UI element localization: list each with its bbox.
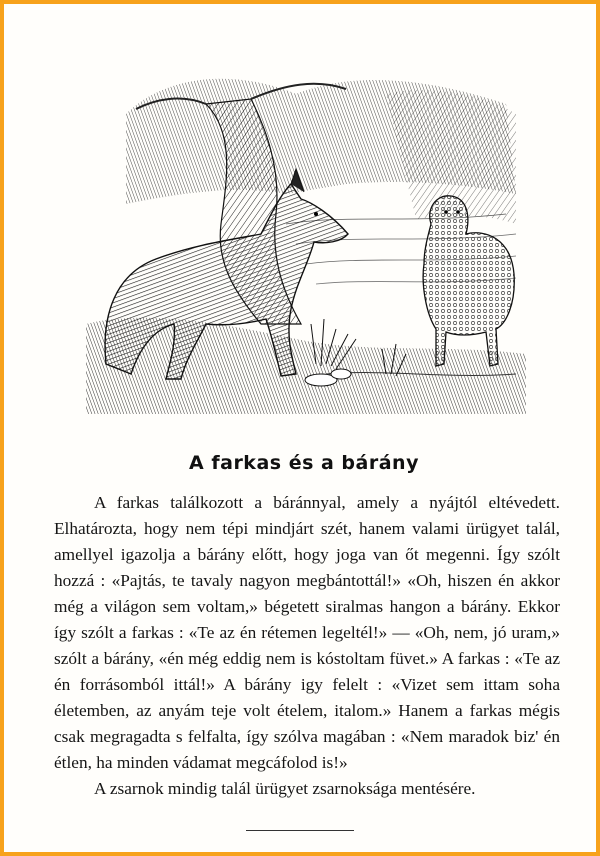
moral-paragraph: A zsarnok mindig talál ürügyet zsarnoksága mentésére. (94, 779, 476, 798)
lamb-figure (423, 196, 514, 366)
story-text (54, 490, 560, 802)
end-divider (246, 830, 354, 831)
story-paragraph: A farkas találkozott a báránnyal, amely a nyájtól eltévedett. Elhatározta, hogy nem tépi mindjárt szét, hanem valami ürügyet talál, amellyel igazolja a bárány előtt, hogy joga van őt megenni. Így szólt hozzá : «Pajtás, te tavaly nagyon megbántottál!» «Oh, hiszen én akkor még a világon sem voltam,» bégetett siralmas hangon a bárány. Ekkor így szólt a farkas : «Te az én rétemen legeltél!» — «Oh, nem, jó uram,» szólt a bárány, «én még eddig nem is kóstoltam füvet.» A farkas : «Te az én forrásomból ittál!» A bárány igy felelt : «Vizet sem ittam soha életemben, az anyám teje volt ételem, italom.» Hanem a farkas mégis csak megragadta s felfalta, így szólva magában : «Nem maradok biz' én étlen, ha minden vádamat megcáfolod is!» (54, 493, 560, 772)
wolf-and-lamb-illustration (86, 74, 526, 414)
page-title: A farkas és a bárány (189, 452, 419, 474)
